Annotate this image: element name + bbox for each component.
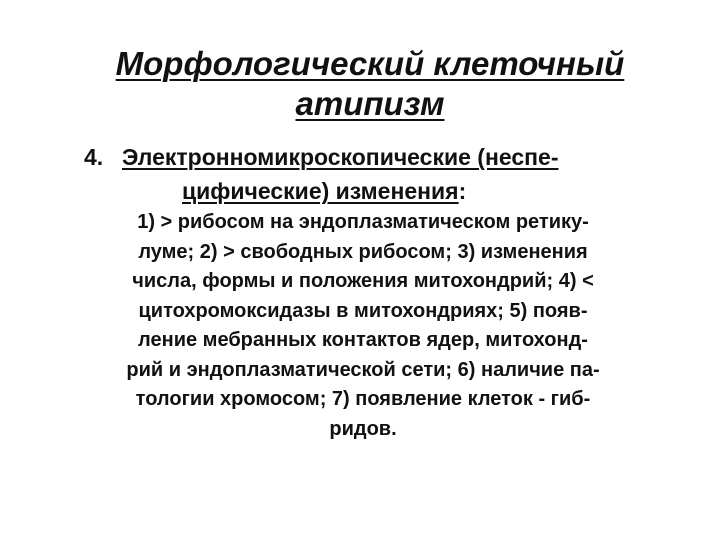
section-heading-line-1: Электронномикроскопические (неспе- [122,144,559,170]
title-line-2: атипизм [295,85,445,122]
title-line-1: Морфологический клеточный [115,45,625,82]
body-text [58,208,668,444]
slide-title [40,44,700,124]
body-line-2: луме; 2) > свободных рибосом; 3) изменения [138,240,588,263]
body-line-5: ление мебранных контактов ядер, митохонд- [138,329,588,351]
body-line-4: цитохромоксидазы в митохондриях; 5) появ- [138,299,588,322]
body-line-8: ридов. [329,417,397,440]
body-line-3: числа, формы и положения митохондрий; 4) < [132,270,594,292]
body-line-6: рий и эндоплазматической сети; 6) наличие па- [126,358,600,381]
section-heading [84,140,684,208]
section-heading-line-2: цифические) изменения [182,178,459,204]
section-heading-colon: : [458,178,467,204]
section-number: 4. [84,144,104,170]
body-line-7: тологии хромосом; 7) появление клеток - гиб- [135,388,591,410]
body-line-1: 1) > рибосом на эндоплазматическом ретику- [137,211,589,233]
